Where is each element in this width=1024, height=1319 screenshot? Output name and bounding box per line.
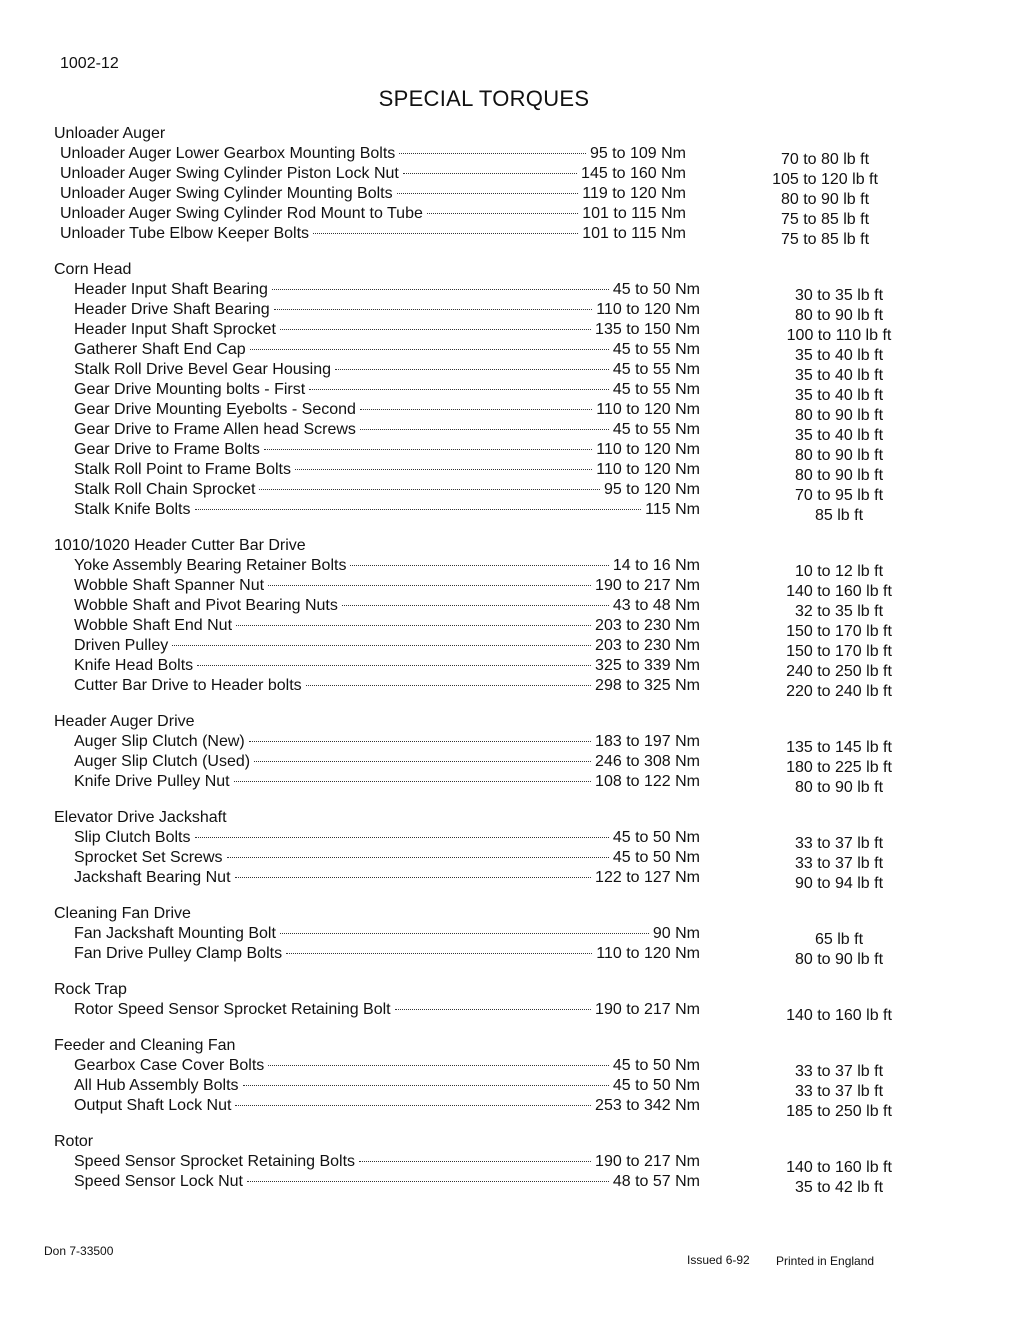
torque-section <box>44 980 944 1024</box>
torque-lbft-value: 85 lb ft <box>814 507 864 524</box>
dot-leader <box>274 309 593 310</box>
dot-leader <box>227 857 609 858</box>
dot-leader <box>427 213 578 214</box>
torque-lbft-value: 75 to 85 lb ft <box>780 211 870 228</box>
component-label: Stalk Roll Drive Bevel Gear Housing <box>74 361 331 378</box>
component-label: Wobble Shaft and Pivot Bearing Nuts <box>74 597 338 614</box>
component-label: Knife Head Bolts <box>74 657 194 674</box>
torque-item <box>74 676 700 696</box>
torque-lbft-value: 75 to 85 lb ft <box>780 231 870 248</box>
torque-nm-value: 101 to 115 Nm <box>582 225 686 242</box>
torque-section <box>44 1132 944 1196</box>
dot-leader <box>397 193 579 194</box>
torque-nm-value: 190 to 217 Nm <box>595 1001 700 1018</box>
torque-item <box>74 636 700 656</box>
component-label: Output Shaft Lock Nut <box>74 1097 232 1114</box>
dot-leader <box>360 409 592 410</box>
torque-nm-value: 45 to 50 Nm <box>612 281 700 298</box>
torque-nm-value: 183 to 197 Nm <box>595 733 700 750</box>
torque-section <box>44 1036 944 1120</box>
dot-leader <box>280 933 649 934</box>
torque-nm-value: 45 to 55 Nm <box>612 341 700 358</box>
torque-item <box>74 868 700 888</box>
component-label: Gatherer Shaft End Cap <box>74 341 246 358</box>
torque-nm-value: 115 Nm <box>645 501 700 518</box>
torque-section <box>44 124 944 248</box>
torque-item <box>74 732 700 752</box>
torque-item <box>74 944 700 964</box>
component-label: Jackshaft Bearing Nut <box>74 869 231 886</box>
component-label: Speed Sensor Sprocket Retaining Bolts <box>74 1153 356 1170</box>
torque-item <box>74 280 700 300</box>
dot-leader <box>234 781 591 782</box>
torque-row <box>44 556 944 580</box>
section-title: Rotor <box>54 1133 94 1150</box>
torque-item <box>74 1000 700 1020</box>
component-label: Stalk Roll Chain Sprocket <box>74 481 256 498</box>
dot-leader <box>235 1105 591 1106</box>
component-label: Auger Slip Clutch (New) <box>74 733 245 750</box>
torque-nm-value: 45 to 55 Nm <box>612 381 700 398</box>
torque-lbft-value: 240 to 250 lb ft <box>786 663 892 680</box>
torque-lbft-value: 32 to 35 lb ft <box>794 603 884 620</box>
torque-item <box>74 440 700 460</box>
component-label: Gear Drive to Frame Bolts <box>74 441 260 458</box>
torque-nm-value: 110 to 120 Nm <box>596 461 700 478</box>
component-label: Auger Slip Clutch (Used) <box>74 753 251 770</box>
torque-item <box>60 184 686 204</box>
dot-leader <box>360 429 609 430</box>
component-label: Cutter Bar Drive to Header bolts <box>74 677 302 694</box>
torque-item <box>74 596 700 616</box>
dot-leader <box>399 153 586 154</box>
component-label: Header Input Shaft Bearing <box>74 281 268 298</box>
torque-row <box>44 828 944 852</box>
torque-item <box>74 380 700 400</box>
torque-lbft-value: 150 to 170 lb ft <box>786 623 892 640</box>
dot-leader <box>195 837 609 838</box>
torque-nm-value: 101 to 115 Nm <box>582 205 686 222</box>
torque-item <box>74 500 700 520</box>
torque-nm-value: 298 to 325 Nm <box>595 677 700 694</box>
torque-nm-value: 14 to 16 Nm <box>612 557 700 574</box>
torque-item <box>74 752 700 772</box>
torque-row <box>44 1152 944 1176</box>
dot-leader <box>247 1181 609 1182</box>
torque-lbft-value: 33 to 37 lb ft <box>794 835 884 852</box>
torque-nm-value: 190 to 217 Nm <box>595 1153 700 1170</box>
torque-nm-value: 110 to 120 Nm <box>596 401 700 418</box>
component-label: Unloader Auger Swing Cylinder Mounting Bolts <box>60 185 393 202</box>
torque-section <box>44 904 944 968</box>
torque-nm-value: 203 to 230 Nm <box>595 637 700 654</box>
torque-section <box>44 260 944 524</box>
torque-lbft-value: 35 to 42 lb ft <box>794 1179 884 1196</box>
torque-lbft-value: 33 to 37 lb ft <box>794 855 884 872</box>
dot-leader <box>309 389 609 390</box>
torque-lbft-value: 80 to 90 lb ft <box>794 779 884 796</box>
torque-lbft-value: 140 to 160 lb ft <box>786 583 892 600</box>
torque-item <box>60 144 686 164</box>
torque-lbft-value: 105 to 120 lb ft <box>772 171 878 188</box>
dot-leader <box>272 289 609 290</box>
torque-nm-value: 108 to 122 Nm <box>595 773 700 790</box>
torque-lbft-value: 80 to 90 lb ft <box>794 407 884 424</box>
dot-leader <box>395 1009 591 1010</box>
torque-nm-value: 325 to 339 Nm <box>595 657 700 674</box>
torque-nm-value: 110 to 120 Nm <box>596 441 700 458</box>
torque-row <box>44 1056 944 1080</box>
section-title: Rock Trap <box>54 981 127 998</box>
component-label: Wobble Shaft End Nut <box>74 617 233 634</box>
torque-row <box>44 144 944 168</box>
torque-item <box>60 204 686 224</box>
component-label: Knife Drive Pulley Nut <box>74 773 230 790</box>
section-title: Feeder and Cleaning Fan <box>54 1037 236 1054</box>
torque-section <box>44 536 944 700</box>
dot-leader <box>264 449 592 450</box>
component-label: Gear Drive Mounting Eyebolts - Second <box>74 401 356 418</box>
torque-lbft-value: 140 to 160 lb ft <box>786 1007 892 1024</box>
torque-nm-value: 45 to 50 Nm <box>612 1057 700 1074</box>
torque-item <box>74 1172 700 1192</box>
torque-lbft-value: 185 to 250 lb ft <box>786 1103 892 1120</box>
dot-leader <box>243 1085 609 1086</box>
torque-item <box>60 164 686 184</box>
torque-nm-value: 45 to 50 Nm <box>612 829 700 846</box>
component-label: Sprocket Set Screws <box>74 849 223 866</box>
component-label: Gear Drive to Frame Allen head Screws <box>74 421 356 438</box>
component-label: Fan Jackshaft Mounting Bolt <box>74 925 276 942</box>
dot-leader <box>197 665 591 666</box>
torque-lbft-value: 70 to 80 lb ft <box>780 151 870 168</box>
section-title: Header Auger Drive <box>54 713 195 730</box>
torque-lbft-value: 80 to 90 lb ft <box>794 307 884 324</box>
torque-nm-value: 119 to 120 Nm <box>582 185 686 202</box>
component-label: Unloader Auger Swing Cylinder Rod Mount to Tube <box>60 205 423 222</box>
torque-item <box>74 320 700 340</box>
component-label: Slip Clutch Bolts <box>74 829 191 846</box>
printed-location: Printed in England <box>776 1254 875 1268</box>
torque-item <box>74 1096 700 1116</box>
component-label: Header Input Shaft Sprocket <box>74 321 276 338</box>
torque-nm-value: 145 to 160 Nm <box>581 165 686 182</box>
document-number: Don 7-33500 <box>44 1244 114 1258</box>
torque-item <box>74 340 700 360</box>
torque-nm-value: 95 to 109 Nm <box>589 145 686 162</box>
torque-nm-value: 43 to 48 Nm <box>612 597 700 614</box>
section-title: Unloader Auger <box>54 125 166 142</box>
torque-row <box>44 924 944 948</box>
dot-leader <box>250 349 609 350</box>
torque-item <box>74 616 700 636</box>
torque-lbft-value: 35 to 40 lb ft <box>794 347 884 364</box>
component-label: Wobble Shaft Spanner Nut <box>74 577 265 594</box>
torque-lbft-value: 150 to 170 lb ft <box>786 643 892 660</box>
torque-row <box>44 1000 944 1024</box>
torque-nm-value: 135 to 150 Nm <box>595 321 700 338</box>
dot-leader <box>342 605 609 606</box>
dot-leader <box>235 877 592 878</box>
page-title <box>0 86 1024 112</box>
component-label: Unloader Auger Swing Cylinder Piston Lock Nut <box>60 165 399 182</box>
torque-lbft-value: 100 to 110 lb ft <box>786 327 892 344</box>
component-label: Header Drive Shaft Bearing <box>74 301 270 318</box>
component-label: Unloader Tube Elbow Keeper Bolts <box>60 225 310 242</box>
torque-row <box>44 732 944 756</box>
torque-lbft-value: 10 to 12 lb ft <box>794 563 884 580</box>
torque-item <box>74 924 700 944</box>
torque-item <box>74 848 700 868</box>
component-label: Stalk Roll Point to Frame Bolts <box>74 461 291 478</box>
torque-lbft-value: 80 to 90 lb ft <box>794 951 884 968</box>
dot-leader <box>359 1161 591 1162</box>
torque-lbft-value: 180 to 225 lb ft <box>786 759 892 776</box>
torque-lbft-value: 35 to 40 lb ft <box>794 387 884 404</box>
dot-leader <box>195 509 642 510</box>
torque-item <box>74 656 700 676</box>
torque-lbft-value: 70 to 95 lb ft <box>794 487 884 504</box>
torque-item <box>74 556 700 576</box>
torque-lbft-value: 33 to 37 lb ft <box>794 1083 884 1100</box>
torque-lbft-value: 140 to 160 lb ft <box>786 1159 892 1176</box>
dot-leader <box>280 329 591 330</box>
torque-nm-value: 122 to 127 Nm <box>595 869 700 886</box>
dot-leader <box>350 565 608 566</box>
torque-nm-value: 45 to 50 Nm <box>612 1077 700 1094</box>
torque-item <box>74 420 700 440</box>
torque-nm-value: 45 to 55 Nm <box>612 421 700 438</box>
torque-nm-value: 95 to 120 Nm <box>603 481 700 498</box>
torque-list <box>44 124 944 1208</box>
torque-item <box>74 360 700 380</box>
torque-nm-value: 190 to 217 Nm <box>595 577 700 594</box>
torque-lbft-value: 90 to 94 lb ft <box>794 875 884 892</box>
torque-nm-value: 203 to 230 Nm <box>595 617 700 634</box>
section-title: Elevator Drive Jackshaft <box>54 809 227 826</box>
component-label: Rotor Speed Sensor Sprocket Retaining Bolt <box>74 1001 391 1018</box>
torque-section <box>44 712 944 796</box>
issued-date: Issued 6-92 <box>687 1253 750 1267</box>
torque-nm-value: 90 Nm <box>652 925 700 942</box>
component-label: Gearbox Case Cover Bolts <box>74 1057 265 1074</box>
torque-nm-value: 110 to 120 Nm <box>596 301 700 318</box>
dot-leader <box>254 761 591 762</box>
torque-lbft-value: 35 to 40 lb ft <box>794 367 884 384</box>
component-label: All Hub Assembly Bolts <box>74 1077 239 1094</box>
torque-lbft-value: 80 to 90 lb ft <box>794 467 884 484</box>
page-title-text: SPECIAL TORQUES <box>378 86 590 111</box>
torque-nm-value: 253 to 342 Nm <box>595 1097 700 1114</box>
torque-nm-value: 246 to 308 Nm <box>595 753 700 770</box>
section-title: 1010/1020 Header Cutter Bar Drive <box>54 537 306 554</box>
page-number: 1002-12 <box>60 55 119 72</box>
torque-item <box>60 224 686 244</box>
torque-nm-value: 45 to 55 Nm <box>612 361 700 378</box>
torque-item <box>74 1056 700 1076</box>
torque-item <box>74 480 700 500</box>
torque-lbft-value: 33 to 37 lb ft <box>794 1063 884 1080</box>
dot-leader <box>313 233 578 234</box>
torque-lbft-value: 220 to 240 lb ft <box>786 683 892 700</box>
torque-lbft-value: 80 to 90 lb ft <box>780 191 870 208</box>
torque-section <box>44 808 944 892</box>
torque-lbft-value: 35 to 40 lb ft <box>794 427 884 444</box>
dot-leader <box>259 489 600 490</box>
dot-leader <box>306 685 591 686</box>
component-label: Driven Pulley <box>74 637 169 654</box>
dot-leader <box>172 645 591 646</box>
torque-item <box>74 772 700 792</box>
torque-nm-value: 48 to 57 Nm <box>612 1173 700 1190</box>
torque-lbft-value: 80 to 90 lb ft <box>794 447 884 464</box>
torque-item <box>74 300 700 320</box>
torque-nm-value: 45 to 50 Nm <box>612 849 700 866</box>
dot-leader <box>249 741 591 742</box>
component-label: Speed Sensor Lock Nut <box>74 1173 243 1190</box>
torque-item <box>74 828 700 848</box>
torque-lbft-value: 135 to 145 lb ft <box>786 739 892 756</box>
section-title: Cleaning Fan Drive <box>54 905 191 922</box>
dot-leader <box>268 1065 609 1066</box>
dot-leader <box>286 953 592 954</box>
dot-leader <box>295 469 592 470</box>
torque-nm-value: 110 to 120 Nm <box>596 945 700 962</box>
component-label: Yoke Assembly Bearing Retainer Bolts <box>74 557 347 574</box>
torque-lbft-value: 30 to 35 lb ft <box>794 287 884 304</box>
dot-leader <box>403 173 577 174</box>
torque-item <box>74 1076 700 1096</box>
torque-item <box>74 400 700 420</box>
section-title: Corn Head <box>54 261 132 278</box>
torque-item <box>74 576 700 596</box>
torque-item <box>74 460 700 480</box>
component-label: Stalk Knife Bolts <box>74 501 191 518</box>
component-label: Fan Drive Pulley Clamp Bolts <box>74 945 283 962</box>
torque-lbft-value: 65 lb ft <box>814 931 864 948</box>
dot-leader <box>335 369 609 370</box>
component-label: Gear Drive Mounting bolts - First <box>74 381 306 398</box>
dot-leader <box>268 585 591 586</box>
dot-leader <box>236 625 591 626</box>
torque-item <box>74 1152 700 1172</box>
torque-row <box>44 280 944 304</box>
component-label: Unloader Auger Lower Gearbox Mounting Bolts <box>60 145 396 162</box>
